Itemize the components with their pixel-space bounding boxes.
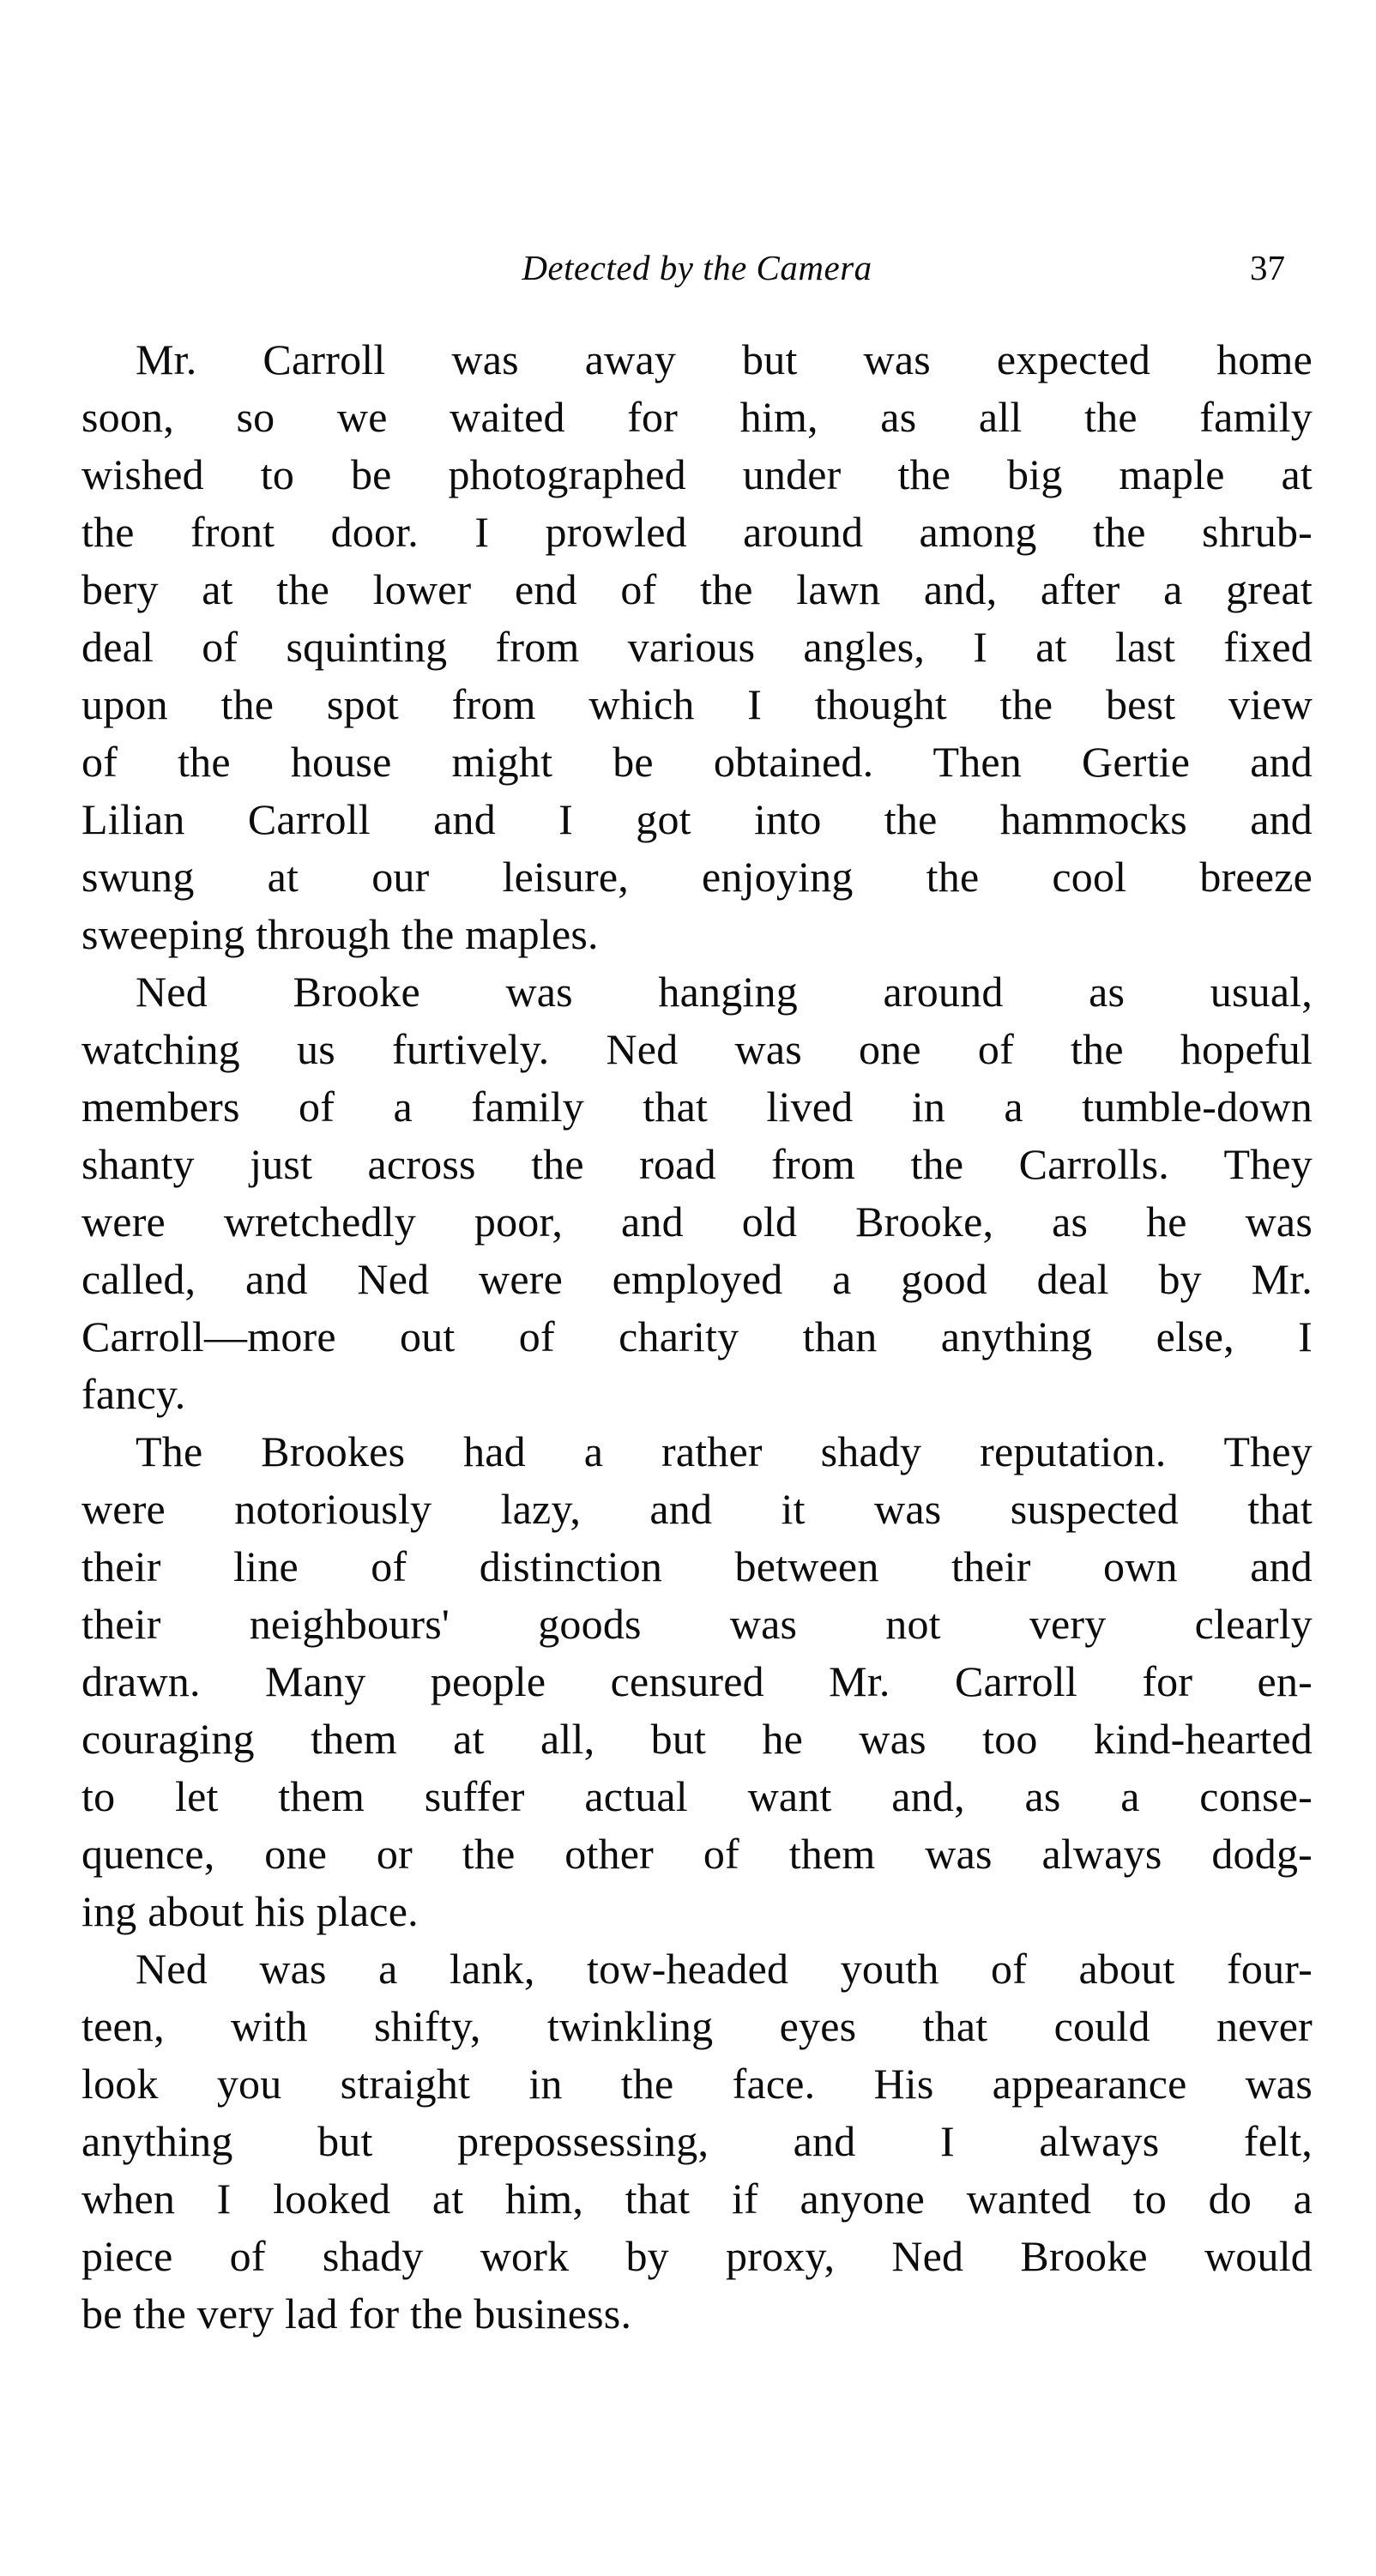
- text-line: anything but prepossessing, and I always felt,: [81, 2117, 1313, 2165]
- text-line: called, and Ned were employed a good deal by Mr.: [81, 1255, 1313, 1303]
- running-head: [81, 247, 1313, 295]
- text-line: upon the spot from which I thought the best view: [81, 680, 1313, 728]
- text-line: ing about his place.: [81, 1887, 419, 1935]
- text-line: bery at the lower end of the lawn and, after a great: [81, 565, 1313, 613]
- text-line: soon, so we waited for him, as all the family: [81, 393, 1313, 441]
- text-line: were wretchedly poor, and old Brooke, as he was: [81, 1198, 1313, 1246]
- paragraph: [81, 1940, 1313, 2343]
- text-line: Carroll—more out of charity than anything else, I: [81, 1312, 1313, 1360]
- text-line: when I looked at him, that if anyone wanted to do a: [81, 2175, 1313, 2223]
- text-line: Lilian Carroll and I got into the hammocks and: [81, 795, 1313, 843]
- text-line: were notoriously lazy, and it was suspected that: [81, 1485, 1313, 1533]
- text-line: look you straight in the face. His appearance was: [81, 2060, 1313, 2108]
- paragraph: [81, 963, 1313, 1423]
- text-line: of the house might be obtained. Then Gertie and: [81, 738, 1313, 786]
- text-line: couraging them at all, but he was too kind-hearted: [81, 1715, 1313, 1763]
- text-line: wished to be photographed under the big maple at: [81, 450, 1313, 498]
- text-line: swung at our leisure, enjoying the cool breeze: [81, 853, 1313, 901]
- text-line: teen, with shifty, twinkling eyes that could never: [81, 2002, 1313, 2050]
- text-body: [81, 331, 1313, 2343]
- text-line: fancy.: [81, 1370, 186, 1418]
- text-line: members of a family that lived in a tumble-down: [81, 1083, 1313, 1131]
- text-line: Ned Brooke was hanging around as usual,: [136, 968, 1313, 1016]
- text-line: shanty just across the road from the Carrolls. They: [81, 1140, 1313, 1188]
- text-line: Mr. Carroll was away but was expected home: [136, 335, 1313, 383]
- text-line: deal of squinting from various angles, I at last fixed: [81, 623, 1313, 671]
- text-line: be the very lad for the business.: [81, 2289, 632, 2338]
- text-line: The Brookes had a rather shady reputation. They: [136, 1427, 1313, 1475]
- text-line: quence, one or the other of them was always dodg-: [81, 1830, 1313, 1878]
- running-title: Detected by the Camera: [522, 248, 872, 287]
- text-line: to let them suffer actual want and, as a conse-: [81, 1772, 1313, 1820]
- text-line: sweeping through the maples.: [81, 910, 599, 958]
- text-line: drawn. Many people censured Mr. Carroll for en-: [81, 1657, 1313, 1705]
- text-line: watching us furtively. Ned was one of the hopeful: [81, 1025, 1313, 1073]
- text-line: their neighbours' goods was not very clearly: [81, 1600, 1313, 1648]
- paragraph: [81, 1423, 1313, 1940]
- page-number: 37: [1250, 248, 1285, 287]
- text-line: the front door. I prowled around among the shrub-: [81, 508, 1313, 556]
- text-line: their line of distinction between their own and: [81, 1542, 1313, 1590]
- paragraph: [81, 331, 1313, 963]
- text-line: piece of shady work by proxy, Ned Brooke would: [81, 2232, 1313, 2280]
- text-line: Ned was a lank, tow-headed youth of about four-: [136, 1945, 1313, 1993]
